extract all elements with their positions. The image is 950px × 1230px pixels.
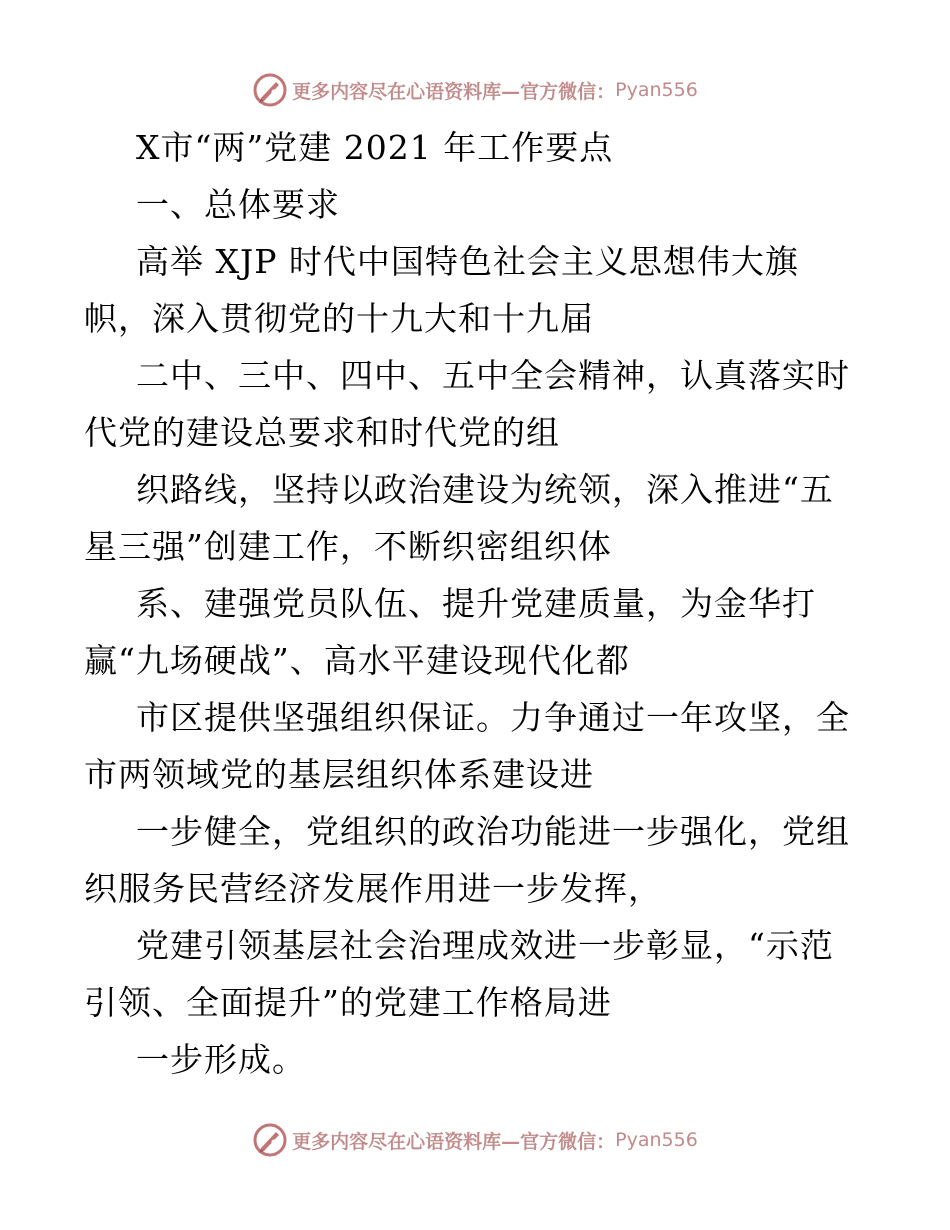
body-line: 引领、全面提升”的党建工作格局进	[84, 983, 612, 1022]
section-heading: 一、总体要求	[136, 185, 340, 224]
body-line: 织路线，坚持以政治建设为统领，深入推进“五	[136, 470, 834, 509]
document-title: X市“两”党建 2021 年工作要点	[136, 128, 614, 167]
body-line: 高举 XJP 时代中国特色社会主义思想伟大旗	[136, 242, 799, 281]
watermark-handle: Pyan556	[615, 1129, 698, 1151]
pen-logo-icon	[252, 1122, 288, 1158]
body-line: 市区提供坚强组织保证。力争通过一年攻坚，全	[136, 698, 850, 737]
watermark-handle: Pyan556	[615, 79, 698, 101]
header-watermark	[0, 70, 950, 110]
body-line: 党建引领基层社会治理成效进一步彰显，“示范	[136, 926, 834, 965]
document-body	[84, 119, 874, 1088]
body-line: 织服务民营经济发展作用进一步发挥，	[84, 869, 662, 908]
body-line: 二中、三中、四中、五中全会精神，认真落实时	[136, 356, 850, 395]
watermark-text: 更多内容尽在心语资料库—官方微信：	[292, 1130, 616, 1153]
body-line: 赢“九场硬战”、高水平建设现代化都	[84, 641, 630, 680]
body-line: 一步健全，党组织的政治功能进一步强化，党组	[136, 812, 850, 851]
body-line: 系、建强党员队伍、提升党建质量，为金华打	[136, 584, 816, 623]
pen-logo-icon	[252, 72, 288, 108]
footer-watermark	[0, 1120, 950, 1160]
watermark-text: 更多内容尽在心语资料库—官方微信：	[292, 80, 616, 103]
body-line: 星三强”创建工作，不断织密组织体	[84, 527, 612, 566]
body-line: 一步形成。	[136, 1040, 306, 1079]
body-line: 帜，深入贯彻党的十九大和十九届	[84, 299, 594, 338]
body-line: 代党的建设总要求和时代党的组	[84, 413, 560, 452]
body-line: 市两领域党的基层组织体系建设进	[84, 755, 594, 794]
